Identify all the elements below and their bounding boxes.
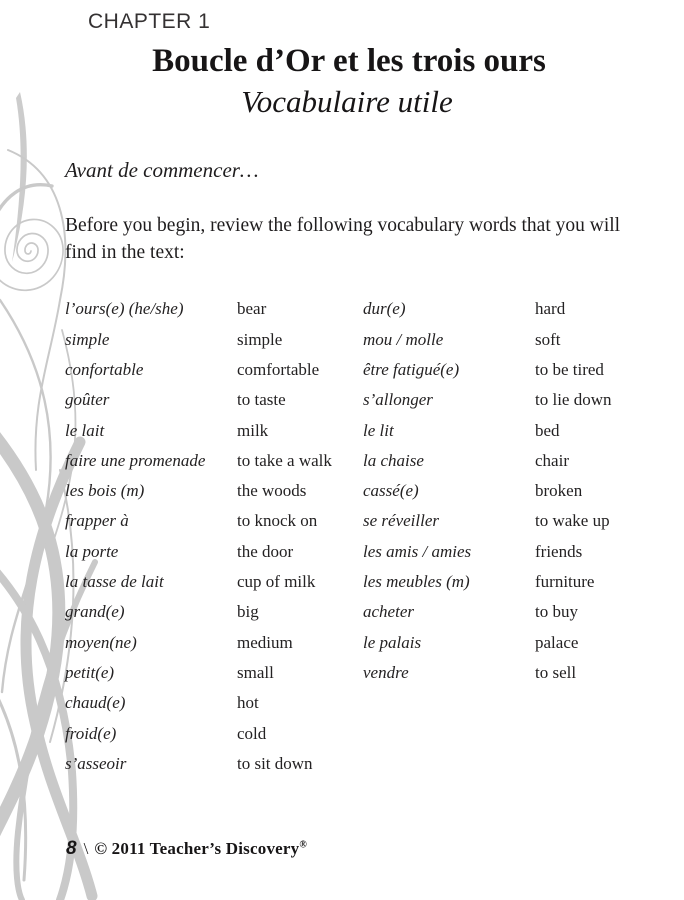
english-translation: bed: [535, 420, 560, 440]
page-subtitle: Vocabulaire utile: [241, 83, 453, 119]
english-translation: bear: [237, 299, 267, 319]
intro-paragraph: Before you begin, review the following vocabulary words that you will find in the text:: [65, 215, 621, 264]
vocab-row: [65, 325, 665, 355]
french-term: acheter: [363, 602, 414, 622]
vocab-row: [65, 628, 665, 658]
english-translation: to take a walk: [237, 450, 332, 470]
french-term: s’allonger: [363, 390, 433, 410]
french-term: confortable: [65, 359, 144, 379]
footer-separator: \: [83, 839, 89, 858]
english-translation: broken: [535, 481, 583, 501]
vocab-row: [65, 749, 665, 779]
english-translation: simple: [237, 329, 283, 349]
vocab-row: [65, 597, 665, 627]
english-translation: cold: [237, 723, 267, 743]
english-translation: hard: [535, 299, 566, 319]
english-translation: milk: [237, 420, 269, 440]
french-term: les amis / amies: [363, 541, 472, 561]
vocab-row: [65, 446, 665, 476]
copyright-text: © 2011 Teacher’s Discovery: [94, 839, 300, 858]
french-term: frapper à: [65, 511, 129, 531]
french-term: le lit: [363, 420, 394, 440]
english-translation: hot: [237, 693, 259, 713]
vocab-row: [65, 658, 665, 688]
english-translation: to lie down: [535, 390, 612, 410]
french-term: simple: [65, 329, 110, 349]
french-term: petit(e): [65, 662, 115, 682]
english-translation: to knock on: [237, 511, 318, 531]
page-footer: [66, 838, 307, 860]
english-translation: the door: [237, 541, 294, 561]
french-term: faire une promenade: [65, 450, 206, 470]
english-translation: to sit down: [237, 753, 313, 773]
vocab-row: [65, 688, 665, 718]
english-translation: to buy: [535, 602, 578, 622]
english-translation: small: [237, 662, 274, 682]
english-translation: soft: [535, 329, 561, 349]
page-number: 8: [66, 838, 77, 859]
english-translation: medium: [237, 632, 293, 652]
vocab-row: [65, 537, 665, 567]
english-translation: palace: [535, 632, 579, 652]
vocab-row: [65, 506, 665, 536]
french-term: froid(e): [65, 723, 117, 743]
french-term: être fatigué(e): [363, 359, 460, 379]
registered-mark: ®: [299, 839, 307, 851]
vocab-table: [65, 294, 665, 779]
english-translation: cup of milk: [237, 572, 316, 592]
french-term: le palais: [363, 632, 422, 652]
french-term: dur(e): [363, 299, 406, 319]
english-translation: big: [237, 602, 259, 622]
vocab-row: [65, 294, 665, 324]
vocab-row: [65, 567, 665, 597]
english-translation: friends: [535, 541, 583, 561]
french-term: mou / molle: [363, 329, 444, 349]
vocab-row: [65, 476, 665, 506]
french-term: moyen(ne): [65, 632, 137, 652]
french-term: les bois (m): [65, 481, 145, 501]
french-term: le lait: [65, 420, 105, 440]
french-term: la tasse de lait: [65, 572, 164, 592]
english-translation: to wake up: [535, 511, 610, 531]
french-term: goûter: [65, 390, 110, 410]
english-translation: furniture: [535, 572, 595, 592]
french-term: l’ours(e) (he/she): [65, 299, 184, 319]
vocab-row: [65, 385, 665, 415]
french-term: les meubles (m): [363, 572, 470, 592]
french-term: la chaise: [363, 450, 424, 470]
french-term: s’asseoir: [65, 753, 127, 773]
french-term: grand(e): [65, 602, 125, 622]
english-translation: to taste: [237, 390, 286, 410]
french-term: chaud(e): [65, 693, 126, 713]
french-term: cassé(e): [363, 481, 419, 501]
english-translation: to be tired: [535, 359, 604, 379]
vocab-row: [65, 718, 665, 748]
english-translation: the woods: [237, 481, 307, 501]
french-term: vendre: [363, 662, 409, 682]
section-heading: Avant de commencer…: [65, 158, 259, 183]
vocab-row: [65, 355, 665, 385]
french-term: se réveiller: [363, 511, 439, 531]
page-title: Boucle d’Or et les trois ours: [152, 43, 546, 80]
english-translation: to sell: [535, 662, 577, 682]
chapter-label: CHAPTER 1: [88, 10, 211, 33]
english-translation: comfortable: [237, 359, 320, 379]
vocab-row: [65, 415, 665, 445]
french-term: la porte: [65, 541, 119, 561]
english-translation: chair: [535, 450, 569, 470]
